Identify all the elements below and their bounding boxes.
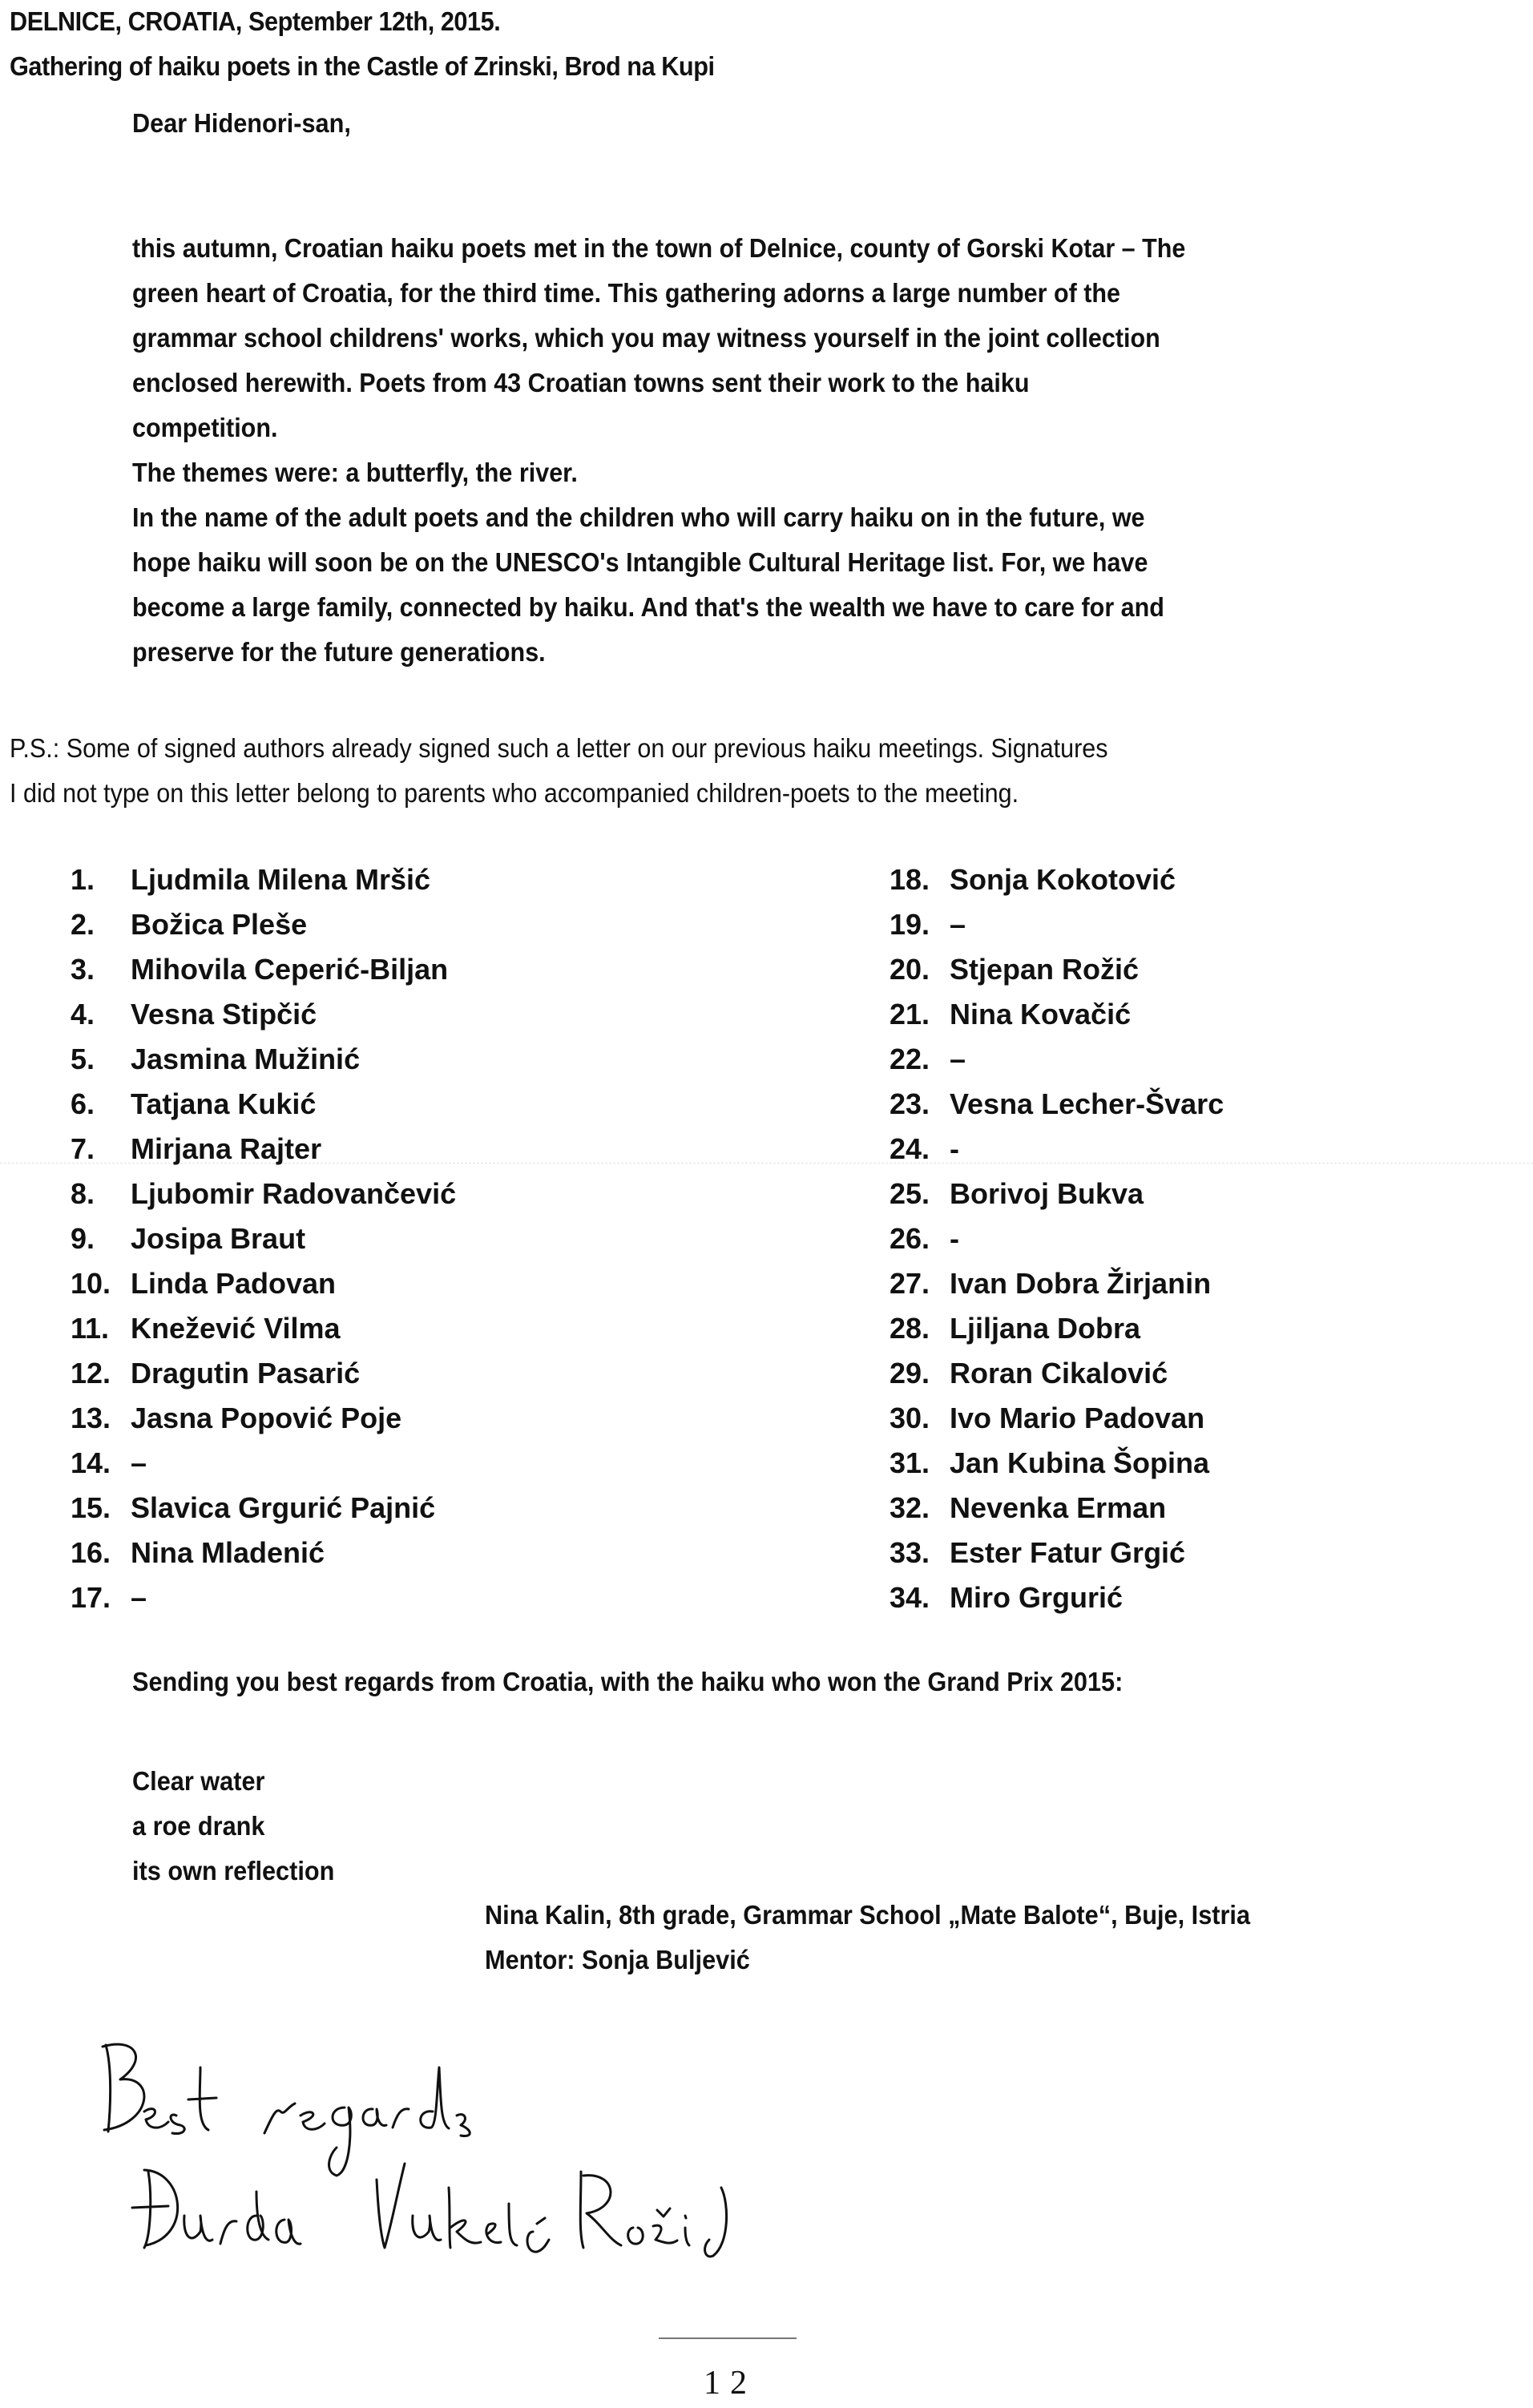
signatory-number: 20.	[890, 953, 930, 986]
signatory-name: Nevenka Erman	[950, 1491, 1167, 1524]
signatory-row	[890, 1441, 1224, 1486]
page-number: 12	[704, 2365, 756, 2402]
body-line: preserve for the future generations.	[132, 637, 546, 667]
signatory-number: 30.	[890, 1402, 930, 1434]
signatory-number: 13.	[71, 1402, 111, 1434]
signatory-row	[71, 1127, 456, 1172]
signature-scribble-icon	[88, 2035, 1050, 2276]
signatory-number: 33.	[890, 1536, 930, 1569]
signatory-number: 11.	[71, 1312, 110, 1345]
signatory-number: 27.	[890, 1267, 930, 1300]
signatory-name: Tatjana Kukić	[131, 1087, 317, 1120]
signatory-number: 26.	[890, 1222, 930, 1255]
signatory-number: 34.	[890, 1581, 930, 1614]
salutation: Dear Hidenori-san,	[132, 108, 351, 138]
signatory-name: -	[950, 1132, 959, 1165]
haiku-attribution	[485, 1893, 1308, 1982]
signatory-name: Mihovila Ceperić-Biljan	[131, 953, 449, 986]
signatory-name: –	[131, 1581, 147, 1614]
signatory-row	[890, 992, 1224, 1037]
signatory-row	[71, 1486, 456, 1531]
signatory-row	[890, 1575, 1224, 1620]
signatory-number: 10.	[71, 1267, 111, 1300]
mentor-line: Mentor: Sonja Buljević	[485, 1945, 750, 1974]
signatory-row	[71, 1441, 456, 1486]
signatory-name: Knežević Vilma	[131, 1312, 341, 1345]
signatory-row	[71, 902, 456, 947]
header-event: Gathering of haiku poets in the Castle of Zrinski, Brod na Kupi	[10, 51, 715, 81]
signatory-name: Roran Cikalović	[950, 1357, 1168, 1390]
signatory-name: Ljubomir Radovančević	[131, 1177, 457, 1210]
signatory-number: 3.	[71, 953, 95, 986]
signatory-name: Ivo Mario Padovan	[950, 1402, 1205, 1434]
signatory-row	[71, 1216, 456, 1261]
body-line: hope haiku will soon be on the UNESCO's Intangible Cultural Heritage list. For, we have	[132, 547, 1148, 577]
body-line: grammar school childrens' works, which you may witness yourself in the joint collection	[132, 323, 1160, 353]
signatory-number: 22.	[890, 1043, 930, 1075]
signatory-name: Sonja Kokotović	[950, 863, 1176, 896]
signatory-number: 14.	[71, 1446, 111, 1479]
signatory-row	[71, 1037, 456, 1082]
signatory-number: 19.	[890, 908, 930, 941]
signatory-row	[890, 1261, 1224, 1306]
signatory-row	[890, 1127, 1224, 1172]
signatory-name: Vesna Stipčić	[131, 998, 317, 1031]
body-line: competition.	[132, 413, 278, 442]
signatory-row	[71, 1172, 456, 1216]
signatory-row	[890, 1486, 1224, 1531]
signatory-name: Ivan Dobra Žirjanin	[950, 1267, 1212, 1300]
signatory-name: Ester Fatur Grgić	[950, 1536, 1186, 1569]
closing-line: Sending you best regards from Croatia, with the haiku who won the Grand Prix 2015:	[132, 1667, 1124, 1696]
signatory-row	[71, 1396, 456, 1441]
signatory-number: 7.	[71, 1132, 95, 1165]
signatory-name: Slavica Grgurić Pajnić	[131, 1491, 436, 1524]
signatory-number: 25.	[890, 1177, 930, 1210]
signatory-number: 32.	[890, 1491, 930, 1524]
signatory-row	[71, 857, 456, 902]
signatory-name: Jasna Popović Poje	[131, 1402, 402, 1434]
signatory-number: 8.	[71, 1177, 95, 1210]
signatory-name: Jan Kubina Šopina	[950, 1446, 1210, 1479]
signatory-name: -	[950, 1222, 959, 1255]
signatory-number: 24.	[890, 1132, 930, 1165]
signatory-number: 21.	[890, 998, 930, 1031]
handwritten-name-text	[88, 2035, 96, 2036]
signatory-row	[71, 1306, 456, 1351]
signatory-name: Stjepan Rožić	[950, 953, 1140, 986]
signatory-row	[71, 992, 456, 1037]
signatory-row	[890, 1216, 1224, 1261]
signatory-name: Vesna Lecher-Švarc	[950, 1087, 1224, 1120]
signatory-row	[71, 1575, 456, 1620]
signatory-row	[890, 1082, 1224, 1127]
signatory-row	[890, 1396, 1224, 1441]
signatory-number: 12.	[71, 1357, 111, 1390]
signatory-name: Božica Pleše	[131, 908, 308, 941]
body-line: The themes were: a butterfly, the river.	[132, 458, 578, 487]
signatory-number: 4.	[71, 998, 95, 1031]
signatory-name: Jasmina Mužinić	[131, 1043, 361, 1075]
header-place-date: DELNICE, CROATIA, September 12th, 2015.	[10, 6, 501, 36]
signatory-name: Ljiljana Dobra	[950, 1312, 1141, 1345]
letter-body	[132, 226, 1533, 675]
signatory-number: 1.	[71, 863, 95, 896]
signatory-name: Nina Kovačić	[950, 998, 1132, 1031]
signatory-name: Linda Padovan	[131, 1267, 337, 1300]
signatory-name: –	[950, 908, 966, 941]
signatory-name: Nina Mladenić	[131, 1536, 325, 1569]
author-line: Nina Kalin, 8th grade, Grammar School „Mate Balote“, Buje, Istria	[485, 1900, 1251, 1930]
signatory-number: 17.	[71, 1581, 111, 1614]
signatory-number: 31.	[890, 1446, 930, 1479]
body-line: this autumn, Croatian haiku poets met in the town of Delnice, county of Gorski Kotar – The	[132, 233, 1186, 263]
signatory-row	[71, 947, 456, 992]
signatory-name: –	[131, 1446, 147, 1479]
signatory-row	[71, 1082, 456, 1127]
body-line: become a large family, connected by haiku. And that's the wealth we have to care for and	[132, 592, 1164, 622]
signatory-number: 16.	[71, 1536, 111, 1569]
signatory-name: Mirjana Rajter	[131, 1132, 322, 1165]
signatory-row	[890, 1172, 1224, 1216]
signatory-row	[890, 902, 1224, 947]
signatory-row	[890, 857, 1224, 902]
winning-haiku	[132, 1759, 349, 1894]
handwritten-signature	[88, 2035, 1050, 2276]
signatory-name: Ljudmila Milena Mršić	[131, 863, 431, 896]
signatory-name: Josipa Braut	[131, 1222, 306, 1255]
signatory-row	[71, 1261, 456, 1306]
signatory-row	[890, 947, 1224, 992]
signatory-row	[890, 1037, 1224, 1082]
signatory-name: –	[950, 1043, 966, 1075]
body-line: green heart of Croatia, for the third time. This gathering adorns a large number of the	[132, 278, 1121, 308]
signatory-number: 6.	[71, 1087, 95, 1120]
signatory-number: 9.	[71, 1222, 95, 1255]
haiku-line: a roe drank	[132, 1811, 265, 1841]
signatory-row	[890, 1306, 1224, 1351]
signatory-row	[890, 1531, 1224, 1575]
signatory-row	[71, 1351, 456, 1396]
signatory-number: 2.	[71, 908, 95, 941]
haiku-line: Clear water	[132, 1766, 265, 1796]
signatory-number: 15.	[71, 1491, 111, 1524]
signatory-number: 5.	[71, 1043, 95, 1075]
signatory-list-left	[71, 857, 456, 1620]
ps-line: P.S.: Some of signed authors already signed such a letter on our previous haiku meetings. Signatures	[10, 733, 1108, 763]
page-number-rule	[659, 2337, 797, 2339]
signatory-number: 18.	[890, 863, 930, 896]
body-line: In the name of the adult poets and the children who will carry haiku on in the future, we	[132, 502, 1145, 532]
signatory-name: Dragutin Pasarić	[131, 1357, 361, 1390]
signatory-number: 29.	[890, 1357, 930, 1390]
haiku-line: its own reflection	[132, 1856, 335, 1886]
signatory-name: Miro Grgurić	[950, 1581, 1124, 1614]
signatory-name: Borivoj Bukva	[950, 1177, 1144, 1210]
signatory-number: 28.	[890, 1312, 930, 1345]
signatory-row	[71, 1531, 456, 1575]
postscript	[10, 726, 1197, 816]
signatory-row	[890, 1351, 1224, 1396]
signatory-list-right	[890, 857, 1224, 1620]
signatory-number: 23.	[890, 1087, 930, 1120]
body-line: enclosed herewith. Poets from 43 Croatian towns sent their work to the haiku	[132, 368, 1030, 397]
ps-line: I did not type on this letter belong to parents who accompanied children-poets to the meeting.	[10, 778, 1019, 808]
